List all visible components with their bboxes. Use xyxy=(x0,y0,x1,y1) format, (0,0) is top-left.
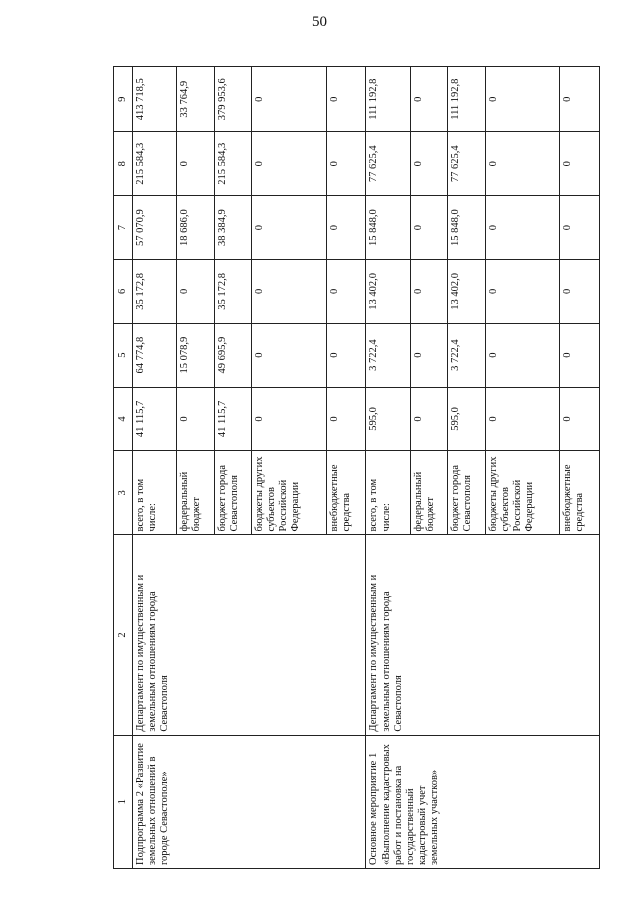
value-cell: 0 xyxy=(177,387,214,451)
value-cell: 0 xyxy=(410,196,447,260)
value-cell: 57 070,9 xyxy=(133,196,177,260)
funding-source-cell: федеральный бюджет xyxy=(410,451,447,535)
funding-source-cell: бюджет города Севастополя xyxy=(448,451,485,535)
value-cell: 0 xyxy=(560,259,600,323)
value-cell: 41 115,7 xyxy=(133,387,177,451)
program-name-cell: Подпрограмма 2 «Развитие земельных отношений в городе Севастополе» xyxy=(133,735,366,868)
value-cell: 0 xyxy=(410,132,447,196)
value-cell: 15 848,0 xyxy=(448,196,485,260)
value-cell: 0 xyxy=(485,67,560,132)
value-cell: 215 584,3 xyxy=(133,132,177,196)
value-cell: 33 764,9 xyxy=(177,67,214,132)
value-cell: 0 xyxy=(252,196,327,260)
funding-source-cell: внебюджетные средства xyxy=(560,451,600,535)
funding-source-cell: всего, в том числе: xyxy=(133,451,177,535)
value-cell: 0 xyxy=(410,387,447,451)
value-cell: 595,0 xyxy=(448,387,485,451)
funding-source-cell: бюджет города Севастополя xyxy=(214,451,251,535)
value-cell: 379 953,6 xyxy=(214,67,251,132)
program-name-cell: Основное мероприятие 1 «Выполнение кадастровых работ и постановка на государственный кадастровый учет земельных участков» xyxy=(366,735,600,868)
value-cell: 0 xyxy=(485,132,560,196)
value-cell: 35 172,8 xyxy=(133,259,177,323)
value-cell: 0 xyxy=(252,323,327,387)
value-cell: 595,0 xyxy=(366,387,410,451)
value-cell: 0 xyxy=(326,132,366,196)
value-cell: 38 384,9 xyxy=(214,196,251,260)
value-cell: 0 xyxy=(326,387,366,451)
value-cell: 0 xyxy=(410,259,447,323)
value-cell: 0 xyxy=(410,323,447,387)
funding-source-cell: всего, в том числе: xyxy=(366,451,410,535)
value-cell: 13 402,0 xyxy=(366,259,410,323)
table-row xyxy=(366,67,410,869)
value-cell: 0 xyxy=(410,67,447,132)
value-cell: 0 xyxy=(560,323,600,387)
value-cell: 35 172,8 xyxy=(214,259,251,323)
table-wrapper xyxy=(113,66,600,869)
value-cell: 0 xyxy=(560,132,600,196)
column-header: 7 xyxy=(114,196,133,260)
value-cell: 0 xyxy=(485,196,560,260)
table-row xyxy=(133,67,177,869)
column-header: 8 xyxy=(114,132,133,196)
executor-cell: Департамент по имущественным и земельным отношениям города Севастополя xyxy=(366,535,600,735)
value-cell: 111 192,8 xyxy=(366,67,410,132)
value-cell: 0 xyxy=(326,67,366,132)
value-cell: 41 115,7 xyxy=(214,387,251,451)
funding-source-cell: федеральный бюджет xyxy=(177,451,214,535)
value-cell: 13 402,0 xyxy=(448,259,485,323)
value-cell: 0 xyxy=(252,259,327,323)
column-header: 3 xyxy=(114,451,133,535)
value-cell: 215 584,3 xyxy=(214,132,251,196)
funding-source-cell: бюджеты других субъектов Российской Федерации xyxy=(485,451,560,535)
executor-cell: Департамент по имущественным и земельным отношениям города Севастополя xyxy=(133,535,366,735)
column-numbers-row xyxy=(114,67,133,869)
value-cell: 0 xyxy=(326,259,366,323)
column-header: 4 xyxy=(114,387,133,451)
value-cell: 0 xyxy=(177,259,214,323)
funding-source-cell: внебюджетные средства xyxy=(326,451,366,535)
value-cell: 0 xyxy=(485,387,560,451)
value-cell: 0 xyxy=(485,323,560,387)
value-cell: 77 625,4 xyxy=(448,132,485,196)
value-cell: 64 774,8 xyxy=(133,323,177,387)
page-number: 50 xyxy=(312,14,327,30)
value-cell: 0 xyxy=(326,196,366,260)
value-cell: 0 xyxy=(560,196,600,260)
value-cell: 3 722,4 xyxy=(448,323,485,387)
funding-source-cell: бюджеты других субъектов Российской Федерации xyxy=(252,451,327,535)
value-cell: 18 686,0 xyxy=(177,196,214,260)
value-cell: 413 718,5 xyxy=(133,67,177,132)
value-cell: 0 xyxy=(177,132,214,196)
column-header: 9 xyxy=(114,67,133,132)
value-cell: 0 xyxy=(560,67,600,132)
budget-table xyxy=(113,66,600,869)
column-header: 5 xyxy=(114,323,133,387)
value-cell: 0 xyxy=(252,387,327,451)
column-header: 1 xyxy=(114,735,133,868)
value-cell: 0 xyxy=(485,259,560,323)
value-cell: 15 848,0 xyxy=(366,196,410,260)
value-cell: 0 xyxy=(252,132,327,196)
value-cell: 77 625,4 xyxy=(366,132,410,196)
value-cell: 15 078,9 xyxy=(177,323,214,387)
column-header: 2 xyxy=(114,535,133,735)
value-cell: 0 xyxy=(560,387,600,451)
value-cell: 49 695,9 xyxy=(214,323,251,387)
value-cell: 0 xyxy=(252,67,327,132)
column-header: 6 xyxy=(114,259,133,323)
value-cell: 3 722,4 xyxy=(366,323,410,387)
value-cell: 111 192,8 xyxy=(448,67,485,132)
value-cell: 0 xyxy=(326,323,366,387)
